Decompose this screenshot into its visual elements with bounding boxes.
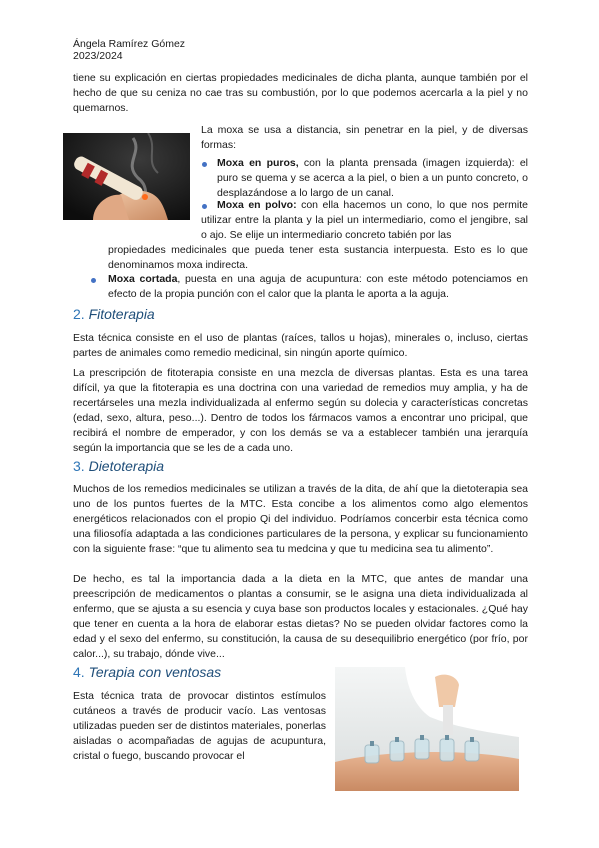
section-number: 4. [73, 664, 85, 680]
moxa-lead: La moxa se usa a distancia, sin penetrar en la piel, y de diversas formas: [201, 124, 528, 151]
bullet-moxa-polvo [201, 198, 528, 243]
bullet-title: Moxa en puros, [217, 157, 299, 169]
section-heading-ventosas [73, 664, 221, 680]
academic-year: 2023/2024 [73, 50, 123, 62]
fitoterapia-paragraph-1: Esta técnica consiste en el uso de plantas (raíces, tallos u hojas), minerales o, incluso, ciertas partes de animales como remedio medicinal, sin ningún aporte químico. [73, 332, 528, 359]
section-title: Dietoterapia [88, 458, 165, 474]
bullet-text: , puesta en una aguja de acupuntura: con este método potenciamos en efecto de la propia punción con el calor que la planta le aporta a la aguja. [108, 273, 528, 300]
intro-paragraph: tiene su explicación en ciertas propiedades medicinales de dicha planta, aunque también por el hecho de que su ceniza no cae tras su combustión, por lo que podemos acercarla a la piel y no quemarnos. [73, 72, 528, 114]
page-header [73, 38, 185, 62]
section-heading-fitoterapia [73, 306, 155, 322]
section-heading-dietoterapia [73, 458, 164, 474]
bullet-moxa-puros [217, 156, 528, 201]
cupping-therapy-image [335, 667, 519, 791]
author-name: Ángela Ramírez Gómez [73, 38, 186, 50]
bullet-title: Moxa cortada [108, 273, 178, 285]
section-title: Fitoterapia [88, 306, 155, 322]
bullet-text: con la planta prensada (imagen izquierda): el puro se quema y se acerca a la piel, o bien a un punto concreto, o desplazándose a lo largo de un canal. [217, 157, 529, 199]
bullet-text: con ella hacemos un cono, lo que nos permite utilizar entre la planta y la piel un intermediario, como el jengibre, sal o ajo. Se elije un intermediario concreto tabién por las [201, 199, 528, 241]
section-number: 3. [73, 458, 85, 474]
fitoterapia-paragraph-2: La prescripción de fitoterapia consiste en una mezcla de diversas plantas. Esta es una tarea difícil, ya que la fitoterapia es una doctrina con una variedad de remedios muy amplia, y ha de recertárseles una mezla individualizada al enfermo según su dolecia y características concretas (edad, sexo, altura, peso...). Dentro de todos los fármacos vamos a encontrar uno pricipal, que recibirá el nombre de emperador, y con los demás se va a establecer también una jerarquía según la importancia que se les de a cada uno. [73, 367, 528, 454]
moxa-cigar-image [63, 133, 190, 220]
bullet-moxa-polvo-cont: propiedades medicinales que pueda tener esta sustancia interpuesta. Esto es lo que denominamos moxa indirecta. [108, 244, 528, 271]
bullet-dot [202, 162, 207, 167]
bullet-dot [91, 278, 96, 283]
bullet-moxa-cortada [108, 272, 528, 302]
dietoterapia-paragraph-2: De hecho, es tal la importancia dada a la dieta en la MTC, que antes de mandar una preescripción de medicamentos o plantas a consumir, se le asigna una dieta individualizada al enfermo, que se ajusta a su esencia y cuya base son productos locales y estacionales. ¿Qué hay que tener en cuenta a la hora de elaborar estas dietas? No se pueden olvidar factores como la edad y el sexo del enfermo, su constitución, la causa de su desequilibrio energético (por frío, por calor...), su trabajo, dónde vive... [73, 573, 528, 660]
section-title: Terapia con ventosas [88, 664, 222, 680]
section-number: 2. [73, 306, 85, 322]
bullet-title: Moxa en polvo: [217, 199, 297, 211]
dietoterapia-paragraph-1: Muchos de los remedios medicinales se utilizan a través de la dita, de ahí que la dietoterapia sea uno de los puntos fuertes de la MTC. Esta concibe a los alimentos como algo elementos energéticos relacionados con el propio Qi del individuo. Podríamos concerbir esta técnica como una filiosofía adaptada a las condiciones particulares de la persona, y explicar su funcionamiento con la siguiente frase: “que tu alimento sea tu medcina y que tu medicina sea tu alimento”. [73, 483, 528, 555]
ventosas-paragraph-1: Esta técnica trata de provocar distintos estímulos cutáneos a través de producir vacío. Las ventosas utilizadas pueden ser de distintos materiales, ponerlas aisladas o acompañadas de agujas de acupuntura, cristal o fuego, buscando provocar el [73, 690, 326, 762]
